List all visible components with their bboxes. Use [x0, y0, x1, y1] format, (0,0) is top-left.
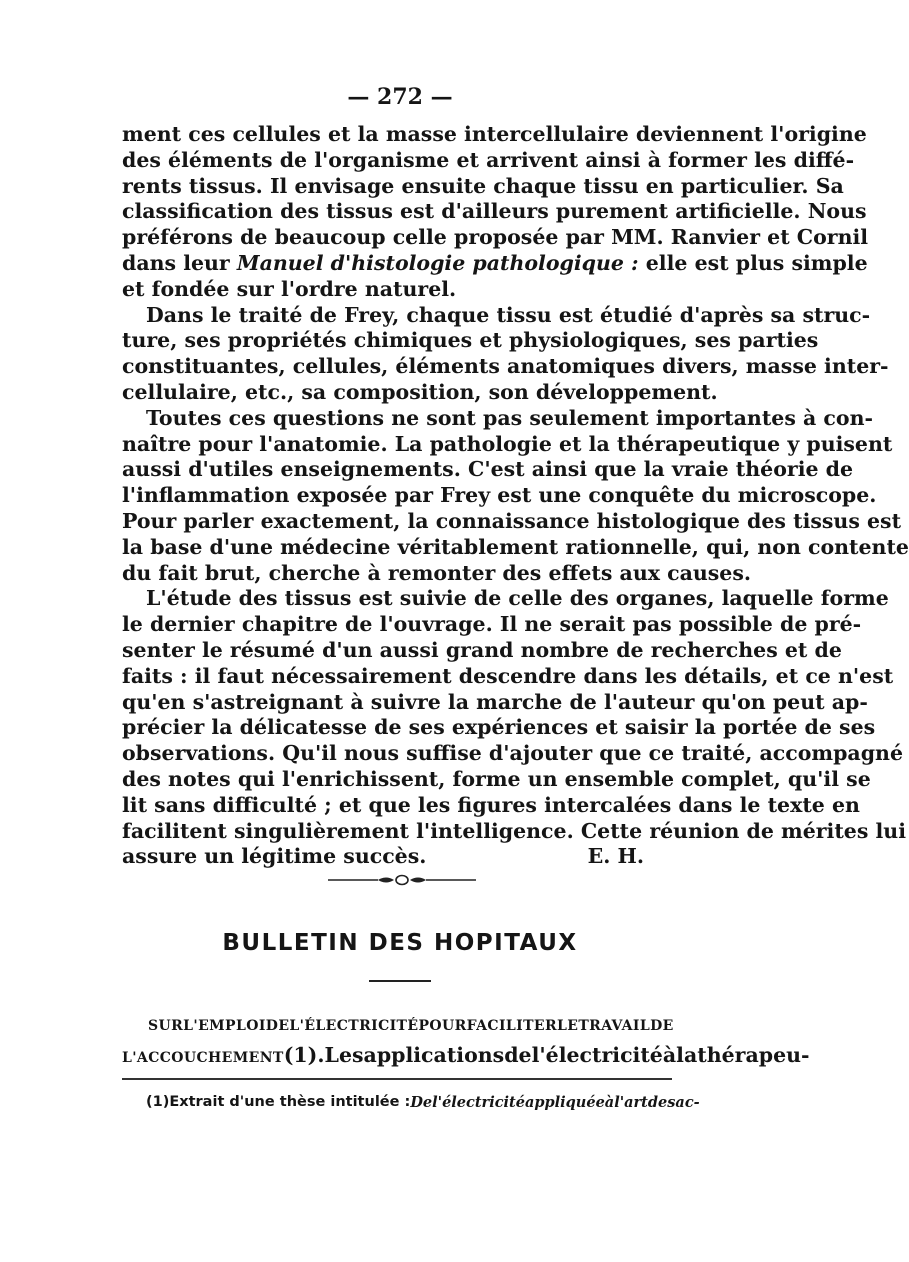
text-fragment: dans leur [122, 250, 230, 275]
text-line: du fait brut, cherche à remonter des effets aux causes. [122, 560, 752, 585]
text-word: Les [324, 1043, 364, 1067]
heading-word: L'EMPLOI [183, 1018, 266, 1034]
footnote-marker: (1) [146, 1094, 170, 1110]
heading-word: L'ACCOUCHEMENT [122, 1050, 284, 1066]
text-line: Toutes ces questions ne sont pas seulement importantes à con- [146, 405, 873, 430]
text-line: des notes qui l'enrichissent, forme un ensemble complet, qu'il se [122, 766, 871, 791]
section-heading-line-2 [122, 1043, 810, 1067]
text-line: facilitent singulièrement l'intelligence. Cette réunion de mérites lui [122, 818, 906, 843]
heading-word: L'ÉLECTRICITÉ [289, 1018, 419, 1034]
text-line: précier la délicatesse de ses expériences et saisir la portée de ses [122, 715, 876, 740]
footnote-italic-word: appliquée [524, 1094, 605, 1111]
footnote-text: Extrait d'une thèse intitulée : [169, 1094, 411, 1110]
text-line: observations. Qu'il nous suffise d'ajouter que ce traité, accompagné [122, 741, 903, 766]
text-line: cellulaire, etc., sa composition, son développement. [122, 379, 718, 404]
footnote-reference: (1). [283, 1043, 325, 1067]
paragraph-3 [122, 405, 909, 587]
footnote [146, 1094, 700, 1111]
paragraph-1 [122, 122, 869, 303]
text-line: l'inflammation exposée par Frey est une conquête du microscope. [122, 483, 877, 508]
text-fragment: assure un légitime succès. [122, 844, 427, 869]
text-fragment: elle est plus simple [645, 250, 868, 275]
text-line: aussi d'utiles enseignements. C'est ainsi que la vraie théorie de [122, 457, 854, 482]
text-line: rents tissus. Il envisage ensuite chaque tissu en particulier. Sa [122, 173, 844, 198]
text-line: ture, ses propriétés chimiques et physiologiques, ses parties [122, 328, 819, 353]
text-word: à [662, 1043, 677, 1067]
text-line: lit sans difficulté ; et que les figures intercalées dans le texte en [122, 792, 860, 817]
text-line: naître pour l'anatomie. La pathologie et la thérapeutique y puisent [122, 431, 893, 456]
footnote-italic-word: l'électricité [432, 1094, 525, 1111]
ornament-divider-icon [328, 874, 476, 886]
text-line: constituantes, cellules, éléments anatomiques divers, masse inter- [122, 354, 889, 379]
heading-word: DE [265, 1018, 290, 1034]
text-line: qu'en s'astreignant à suivre la marche de l'auteur qu'on peut ap- [122, 689, 868, 714]
text-line: faits : il faut nécessairement descendre dans les détails, et ce n'est [122, 663, 894, 688]
footnote-italic-word: des [647, 1094, 676, 1111]
text-line: L'étude des tissus est suivie de celle des organes, laquelle forme [146, 586, 889, 611]
title-rule [369, 980, 431, 982]
paragraph-2 [122, 302, 889, 406]
heading-word: POUR [418, 1018, 467, 1034]
text-word: thérapeu- [697, 1043, 810, 1067]
heading-word: TRAVAIL [578, 1018, 651, 1034]
bulletin-title: BULLETIN DES HOPITAUX [222, 930, 578, 956]
text-word: l'électricité [531, 1043, 663, 1067]
heading-word: LE [557, 1018, 579, 1034]
text-line: le dernier chapitre de l'ouvrage. Il ne serait pas possible de pré- [122, 612, 862, 637]
text-line: la base d'une médecine véritablement rationnelle, qui, non contente [122, 534, 909, 559]
paragraph-4 [122, 586, 906, 870]
heading-word: SUR [148, 1018, 184, 1034]
section-heading-line-1 [148, 1018, 672, 1034]
heading-word: FACILITER [466, 1018, 558, 1034]
text-line: et fondée sur l'ordre naturel. [122, 276, 457, 301]
text-line: classification des tissus est d'ailleurs purement artificielle. Nous [122, 199, 867, 224]
footnote-rule [122, 1078, 672, 1080]
text-line: des éléments de l'organisme et arrivent ainsi à former les diffé- [122, 147, 855, 172]
text-line: senter le résumé d'un aussi grand nombre de recherches et de [122, 637, 842, 662]
text-word: la [676, 1043, 698, 1067]
author-signature: E. H. [587, 844, 644, 869]
review-text [122, 122, 909, 870]
text-line: ment ces cellules et la masse intercellulaire deviennent l'origine [122, 122, 867, 146]
book-title-italic: Manuel d'histologie pathologique : [236, 250, 639, 275]
page-number: — 272 — [347, 84, 453, 110]
footnote-italic-word: ac- [675, 1094, 700, 1111]
closing-line [122, 844, 672, 870]
footnote-italic-word: l'art [614, 1094, 648, 1111]
text-word: de [504, 1043, 532, 1067]
text-line: Dans le traité de Frey, chaque tissu est étudié d'après sa struc- [146, 302, 871, 327]
footnote-italic-word: De [410, 1094, 433, 1111]
text-line [122, 250, 868, 277]
heading-word: DE [650, 1018, 674, 1034]
text-line: Pour parler exactement, la connaissance histologique des tissus est [122, 508, 902, 533]
footnote-italic-word: à [604, 1094, 615, 1111]
text-line: préférons de beaucoup celle proposée par MM. Ranvier et Cornil [122, 225, 869, 250]
text-word: applications [363, 1043, 505, 1067]
